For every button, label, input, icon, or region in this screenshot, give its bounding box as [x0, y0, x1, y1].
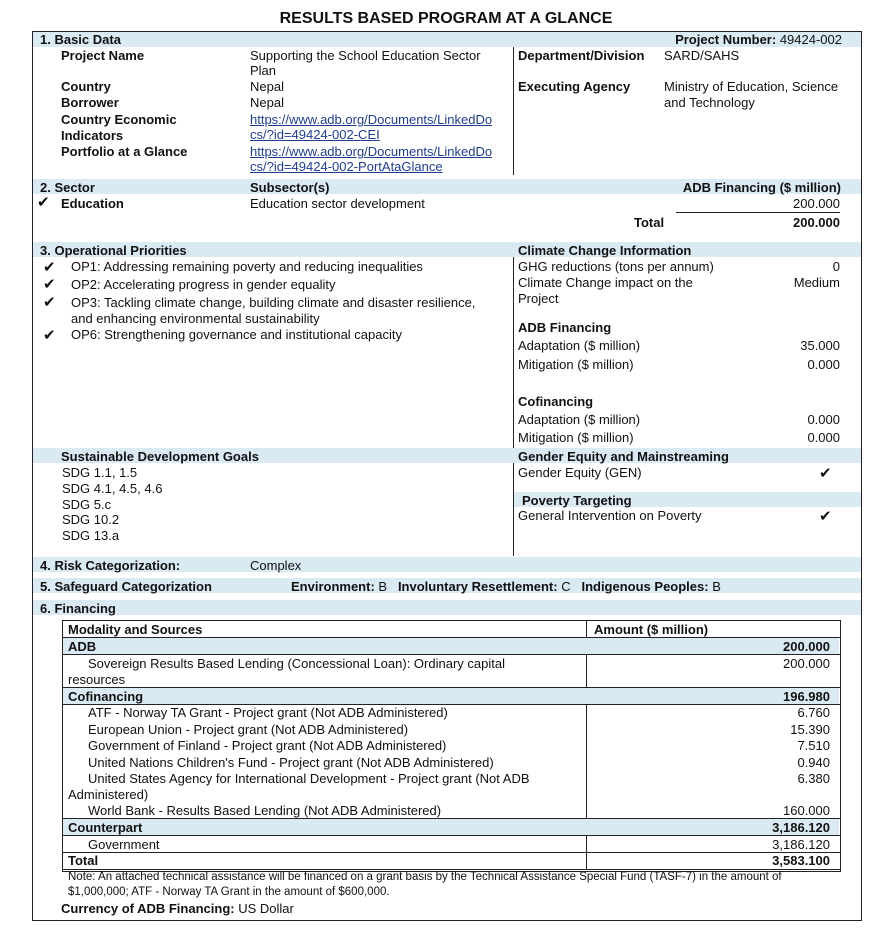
- sdg-item: SDG 10.2: [62, 512, 120, 527]
- project-name-label: Project Name: [61, 48, 145, 63]
- table-rule: [62, 852, 840, 853]
- portfolio-link[interactable]: https://www.adb.org/Documents/LinkedDo: [250, 144, 493, 159]
- cei-label: Country Economic: [61, 112, 177, 127]
- indigenous-value: B: [712, 579, 721, 594]
- check-icon: ✔: [43, 294, 56, 311]
- frame-bottom-line: [32, 920, 861, 921]
- cofinancier-amount: 7.510: [797, 738, 830, 753]
- impact-value: Medium: [793, 275, 840, 290]
- cof-mitigation-label: Mitigation ($ million): [518, 430, 634, 445]
- check-icon: ✔: [43, 259, 56, 276]
- frame-right-line: [861, 31, 862, 921]
- section-4-heading: 4. Risk Categorization:: [40, 558, 181, 573]
- counterpart-row-total: 3,186.120: [772, 820, 830, 835]
- op3-item: OP3: Tackling climate change, building climate and disaster resilience,: [71, 295, 476, 310]
- sector-total-value: 200.000: [793, 215, 840, 230]
- impact-label-2: Project: [518, 291, 559, 306]
- section-2-heading: 2. Sector: [40, 180, 95, 195]
- cofinancier-amount: 0.940: [797, 755, 830, 770]
- cof-mitigation-value: 0.000: [807, 430, 840, 445]
- cofinancier-name: ATF - Norway TA Grant - Project grant (Not ADB Administered): [88, 705, 448, 720]
- adb-row-label: ADB: [68, 639, 97, 654]
- project-number-value: 49424-002: [779, 32, 842, 47]
- adb-row-band: [63, 638, 839, 654]
- ghg-label: GHG reductions (tons per annum): [518, 259, 714, 274]
- sovereign-label-2: resources: [68, 672, 126, 687]
- cof-adaptation-value: 0.000: [807, 412, 840, 427]
- sector-total-label: Total: [634, 215, 665, 230]
- cofinancier-name: Government of Finland - Project grant (Not ADB Administered): [88, 738, 447, 753]
- check-icon: ✔: [43, 276, 56, 293]
- cofinancier-amount: 160.000: [783, 803, 830, 818]
- executing-agency-value-2: and Technology: [664, 95, 755, 110]
- executing-agency-label: Executing Agency: [518, 79, 631, 94]
- adb-mitigation-value: 0.000: [807, 357, 840, 372]
- sector-name: Education: [61, 196, 124, 211]
- cei-link[interactable]: https://www.adb.org/Documents/LinkedDo: [250, 112, 493, 127]
- page-title: RESULTS BASED PROGRAM AT A GLANCE: [279, 10, 613, 27]
- cofinancier-name: World Bank - Results Based Lending (Not ADB Administered): [88, 803, 442, 818]
- section-3-heading: 3. Operational Priorities: [40, 243, 187, 258]
- frame-left-line: [32, 31, 33, 921]
- cof-adaptation-label: Adaptation ($ million): [518, 412, 641, 427]
- check-icon: ✔: [819, 465, 832, 482]
- subsector-name: Education sector development: [250, 196, 425, 211]
- cei-link-2[interactable]: cs/?id=49424-002-CEI: [250, 127, 380, 142]
- sdg-item: SDG 4.1, 4.5, 4.6: [62, 481, 163, 496]
- adb-row-total: 200.000: [783, 639, 830, 654]
- subsector-heading: Subsector(s): [250, 180, 330, 195]
- portfolio-label: Portfolio at a Glance: [61, 144, 188, 159]
- sovereign-amount: 200.000: [783, 656, 830, 671]
- country-label: Country: [61, 79, 111, 94]
- section-6-heading: 6. Financing: [40, 601, 116, 616]
- gender-heading: Gender Equity and Mainstreaming: [518, 449, 729, 464]
- section-1-heading: 1. Basic Data: [40, 32, 121, 47]
- poverty-heading: Poverty Targeting: [522, 493, 632, 508]
- safeguard-values: [291, 579, 721, 594]
- adb-adaptation-label: Adaptation ($ million): [518, 338, 641, 353]
- resettlement-value: C: [561, 579, 571, 594]
- project-name-value-2: Plan: [250, 63, 277, 78]
- borrower-label: Borrower: [61, 95, 119, 110]
- modality-header: Modality and Sources: [68, 622, 203, 637]
- government-amount: 3,186.120: [772, 837, 830, 852]
- indigenous-label: Indigenous Peoples:: [581, 579, 709, 594]
- check-icon: ✔: [819, 508, 832, 525]
- climate-cof-heading: Cofinancing: [518, 394, 594, 409]
- department-label: Department/Division: [518, 48, 645, 63]
- department-value: SARD/SAHS: [664, 48, 740, 63]
- cofinancing-row-label: Cofinancing: [68, 689, 144, 704]
- country-value: Nepal: [250, 79, 284, 94]
- section-3-divider: [513, 257, 514, 556]
- cofinancier-name: European Union - Project grant (Not ADB Administered): [88, 722, 409, 737]
- section-6-band: [33, 600, 861, 615]
- counterpart-row-band: [63, 819, 839, 835]
- cofinancing-row-band: [63, 688, 839, 704]
- adb-adaptation-value: 35.000: [800, 338, 840, 353]
- project-name-value: Supporting the School Education Sector: [250, 48, 481, 63]
- counterpart-row-label: Counterpart: [68, 820, 143, 835]
- adb-financing-heading: ADB Financing ($ million): [682, 180, 841, 195]
- project-number-label: Project Number:: [675, 32, 777, 47]
- cei-label-2: Indicators: [61, 128, 124, 143]
- amount-header: Amount ($ million): [594, 622, 709, 637]
- climate-adb-heading: ADB Financing: [518, 320, 612, 335]
- check-icon: ✔: [37, 194, 50, 211]
- cofinancier-name-2: Administered): [68, 787, 149, 802]
- portfolio-link-2[interactable]: cs/?id=49424-002-PortAtaGlance: [250, 159, 443, 174]
- government-label: Government: [88, 837, 160, 852]
- currency-line: [61, 901, 294, 916]
- cofinancier-amount: 6.760: [797, 705, 830, 720]
- total-row-label: Total: [68, 853, 99, 868]
- gender-item: Gender Equity (GEN): [518, 465, 642, 480]
- environment-label: Environment:: [291, 579, 375, 594]
- sdg-item: SDG 1.1, 1.5: [62, 465, 138, 480]
- impact-label: Climate Change impact on the: [518, 275, 693, 290]
- ghg-value: 0: [832, 259, 840, 274]
- total-row-value: 3,583.100: [772, 853, 830, 868]
- total-rule: [676, 212, 840, 213]
- section-1-divider: [513, 47, 514, 175]
- resettlement-label: Involuntary Resettlement:: [397, 579, 558, 594]
- currency-value: US Dollar: [238, 901, 294, 916]
- poverty-item: General Intervention on Poverty: [518, 508, 702, 523]
- table-rule: [62, 654, 840, 655]
- financing-note: Note: An attached technical assistance will be financed on a grant basis by the Technical Assistance Special Fund (TASF-7) in the amount of $1,000,000; ATF - Norway TA Grant in the amount of $600,000.: [68, 871, 782, 898]
- op1-item: OP1: Addressing remaining poverty and reducing inequalities: [71, 259, 423, 274]
- currency-label: Currency of ADB Financing:: [61, 901, 235, 916]
- check-icon: ✔: [43, 327, 56, 344]
- sovereign-label: Sovereign Results Based Lending (Concessional Loan): Ordinary capital: [88, 656, 505, 671]
- cofinancier-amount: 6.380: [797, 771, 830, 786]
- table-rule: [62, 835, 840, 836]
- op2-item: OP2: Accelerating progress in gender equality: [71, 277, 336, 292]
- cofinancing-row-total: 196.980: [783, 689, 830, 704]
- sdg-heading: Sustainable Development Goals: [61, 449, 259, 464]
- cofinancier-name: United States Agency for International Development - Project grant (Not ADB: [88, 771, 530, 786]
- project-number: [675, 32, 842, 47]
- op3-item-2: and enhancing environmental sustainability: [71, 311, 320, 326]
- sdg-item: SDG 5.c: [62, 497, 112, 512]
- op6-item: OP6: Strengthening governance and institutional capacity: [71, 327, 402, 342]
- cofinancier-amount: 15.390: [790, 722, 830, 737]
- climate-heading: Climate Change Information: [518, 243, 692, 258]
- sdg-item: SDG 13.a: [62, 528, 120, 543]
- section-5-heading: 5. Safeguard Categorization: [40, 579, 212, 594]
- sector-amount: 200.000: [793, 196, 840, 211]
- borrower-value: Nepal: [250, 95, 284, 110]
- adb-mitigation-label: Mitigation ($ million): [518, 357, 634, 372]
- environment-value: B: [378, 579, 388, 594]
- risk-value: Complex: [250, 558, 302, 573]
- cofinancier-name: United Nations Children's Fund - Project grant (Not ADB Administered): [88, 755, 494, 770]
- executing-agency-value: Ministry of Education, Science: [664, 79, 839, 94]
